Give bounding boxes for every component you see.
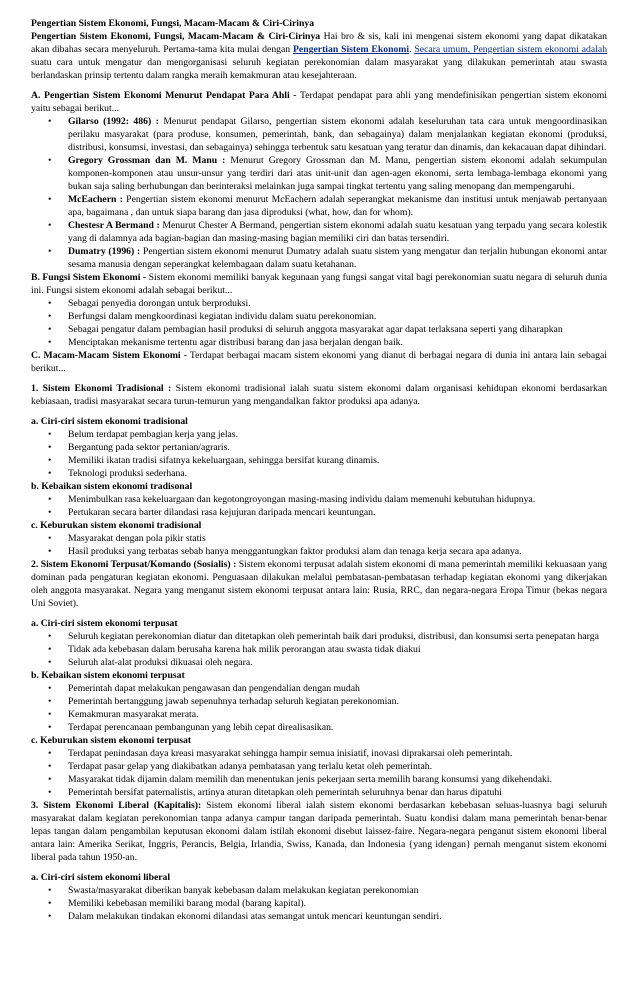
section-b-text: Sistem ekonomi memiliki banyak kegunaan yang fungsi sangat vital bagi perekonomian suatu negara di seluruh dunia ini. Fungsi sistem ekonomi adalah sebagai berikut... bbox=[31, 272, 607, 296]
list-item bbox=[31, 786, 607, 799]
bullet-icon: • bbox=[48, 494, 52, 505]
item-text: Hasil produksi yang terbatas sebab hanya menggantungkan faktor produksi alam dan tenaga kerja secara apa adanya. bbox=[68, 546, 522, 557]
bullet-icon: • bbox=[48, 709, 52, 720]
item-text: Belum terdapat pembagian kerja yang jelas. bbox=[68, 429, 239, 440]
list-item bbox=[31, 747, 607, 760]
bullet-icon: • bbox=[48, 324, 52, 335]
tradisional-ciri-heading: a. Ciri-ciri sistem ekonomi tradisional bbox=[31, 416, 188, 427]
liberal-ciri-list bbox=[31, 884, 607, 923]
page-title: Pengertian Sistem Ekonomi, Fungsi, Macam-Macam & Ciri-Cirinya bbox=[31, 18, 315, 29]
list-item bbox=[31, 245, 607, 271]
bullet-icon: • bbox=[48, 911, 52, 922]
bullet-icon: • bbox=[48, 631, 52, 642]
item-text: Masyarakat tidak dijamin dalam memilih dan menentukan jenis pekerjaan serta memilih barang konsumsi yang dikehendaki. bbox=[68, 774, 552, 785]
item-text: Pemerintah dapat melakukan pengawasan dan pengendalian dengan mudah bbox=[68, 683, 360, 694]
tradisional-kebaikan-heading: b. Kebaikan sistem ekonomi tradisonal bbox=[31, 481, 193, 492]
section-b-list bbox=[31, 297, 607, 349]
list-item bbox=[31, 884, 607, 897]
terpusat-heading: 2. Sistem Ekonomi Terpusat/Komando (Sosialis) : bbox=[31, 559, 237, 570]
terpusat-keburukan-list bbox=[31, 747, 607, 799]
list-item bbox=[31, 656, 607, 669]
list-item bbox=[31, 708, 607, 721]
section-c-heading: C. Macam-Macam Sistem Ekonomi - bbox=[31, 350, 187, 361]
tradisional-keburukan-heading: c. Keburukan sistem ekonomi tradisional bbox=[31, 520, 202, 531]
bullet-icon: • bbox=[48, 644, 52, 655]
list-item bbox=[31, 773, 607, 786]
bullet-icon: • bbox=[48, 429, 52, 440]
bullet-icon: • bbox=[48, 155, 52, 166]
item-text: Seluruh kegiatan perekonomian diatur dan ditetapkan oleh pemerintah baik dari produksi, distribusi, dan konsumsi serta penepatan harga bbox=[68, 631, 599, 642]
tradisional-heading: 1. Sistem Ekonomi Tradisional : bbox=[31, 383, 172, 394]
list-item bbox=[31, 506, 607, 519]
list-item bbox=[31, 545, 607, 558]
bullet-icon: • bbox=[48, 246, 52, 257]
list-item bbox=[31, 467, 607, 480]
list-item bbox=[31, 695, 607, 708]
list-item bbox=[31, 630, 607, 643]
liberal-text: Sistem ekonomi liberal ialah sistem ekonomi berdasarkan kebebasan seluas-luasnya bagi seluruh masyarakat dalam kegiatan perekonomian tanpa adanya campur tangan daripada pemerintah. Suatu kondisi dalam mana pemerintah benar-benar lepas tangan dalam pengambilan keputusan ekonomi dalam istilah ekonomi disebut laissez-faire. Negara-negara penganut sistem ekonomi liberal antara lain: Amerika Serikat, Inggris, Perancis, Belgia, Irlandia, Swiss, Kanada, dan Indonesia {yang idengan} pernah menganut sistem ekonomi liberal pada tahun 1950-an. bbox=[31, 800, 607, 863]
bullet-icon: • bbox=[48, 657, 52, 668]
item-text: Pengertian sistem ekonomi menurut McEachern adalah seperangkat mekanisme dan institusi untuk menjawab pertanyaan apa, bagaimana , dan untuk siapa barang dan jasa diproduksi (what, how, dan for whom). bbox=[68, 194, 608, 218]
item-text: Pemerintah bersifat paternalistis, artinya aturan ditetapkan oleh pemerintah seluruhnya benar dan harus dipatuhi bbox=[68, 787, 502, 798]
item-text: Berfungsi dalam mengkoordinasi kegiatan individu dalam suatu perekonomian. bbox=[68, 311, 377, 322]
item-text: Teknologi produksi sederhana. bbox=[68, 468, 188, 479]
item-text: Seluruh alat-alat produksi dikuasai oleh negara. bbox=[68, 657, 253, 668]
list-item bbox=[31, 441, 607, 454]
item-text: Menurut Chester A Bermand, pengertian sistem ekonomi adalah suatu kesatuan yang terpadu yang secara kolestik yang di dalamnya ada bagian-bagian dan masing-masing bagian memiliki ciri dan batas tersendiri. bbox=[68, 220, 607, 244]
intro-paragraph bbox=[31, 30, 607, 82]
section-a-intro bbox=[31, 89, 607, 115]
liberal-ciri-heading: a. Ciri-ciri sistem ekonomi liberal bbox=[31, 872, 171, 883]
list-item bbox=[31, 721, 607, 734]
bullet-icon: • bbox=[48, 194, 52, 205]
item-text: Pemerintah bertanggung jawab sepenuhnya terhadap seluruh kegiatan perekonomian. bbox=[68, 696, 399, 707]
item-text: Swasta/masyarakat diberikan banyak kebebasan dalam melakukan kegiatan perekonomian bbox=[68, 885, 419, 896]
bullet-icon: • bbox=[48, 298, 52, 309]
item-text: Memiliki kebebasan memiliki barang modal (barang kapital). bbox=[68, 898, 307, 909]
section-a-text: Terdapat pendapat para ahli yang mendefinisikan pengertian sistem ekonomi yaitu sebagai berikut... bbox=[31, 90, 607, 114]
item-text: Menciptakan mekanisme tertentu agar distribusi barang dan jasa berjalan dengan baik. bbox=[68, 337, 403, 348]
liberal-heading: 3. Sistem Ekonomi Liberal (Kapitalis): bbox=[31, 800, 202, 811]
bullet-icon: • bbox=[48, 455, 52, 466]
tradisional-paragraph bbox=[31, 382, 607, 408]
bullet-icon: • bbox=[48, 885, 52, 896]
bullet-icon: • bbox=[48, 722, 52, 733]
item-text: Dalam melakukan tindakan ekonomi dilandasi atas semangat untuk mencari keuntungan sendiri. bbox=[68, 911, 442, 922]
list-item bbox=[31, 115, 607, 154]
list-item bbox=[31, 336, 607, 349]
item-text: Pengertian sistem ekonomi menurut Dumatry adalah suatu sistem yang mengatur dan terjalin hubungan ekonomi antar sesama manusia dengan seperangkat kelembagaan dalam suatu ketahanan. bbox=[68, 246, 607, 270]
bullet-icon: • bbox=[48, 533, 52, 544]
section-a-heading: A. Pengertian Sistem Ekonomi Menurut Pendapat Para Ahli - bbox=[31, 90, 297, 101]
item-text: Sebagai pengatur dalam pembagian hasil produksi di seluruh anggota masyarakat agar dapat terlaksana seperti yang diharapkan bbox=[68, 324, 563, 335]
tradisional-ciri-list bbox=[31, 428, 607, 480]
list-item bbox=[31, 323, 607, 336]
section-a-list bbox=[31, 115, 607, 271]
item-text: Tidak ada kebebasan dalam berusaha karena hak milik perorangan atau swasta tidak diakui bbox=[68, 644, 421, 655]
list-item bbox=[31, 219, 607, 245]
item-text: Menurut Gregory Grossman dan M. Manu, pengertian sistem ekonomi adalah sekumpulan komponen-komponen atau unsur-unsur yang terdiri dari atas unit-unit dan agen-agen ekonomi, serta lembaga-lembaga ekonomi yang bukan saja saling berhubungan dan berinteraksi melainkan juga sampai tingkat tertentu yang saling menopang dan mempengaruhi. bbox=[68, 155, 608, 192]
bullet-icon: • bbox=[48, 787, 52, 798]
list-item bbox=[31, 297, 607, 310]
list-item bbox=[31, 760, 607, 773]
terpusat-ciri-heading: a. Ciri-ciri sistem ekonomi terpusat bbox=[31, 618, 178, 629]
liberal-paragraph bbox=[31, 799, 607, 864]
tradisional-kebaikan-list bbox=[31, 493, 607, 519]
intro-text-3: suatu cara untuk mengatur dan mengorganisasi seluruh kegiatan perekonomian dalam masyarakat yang dilakukan pemerintah atau swasta berlandaskan prinsip tertentu dalam rangka meraih kemakmuran atau kesejahteraan. bbox=[31, 57, 607, 81]
list-item bbox=[31, 910, 607, 923]
list-item bbox=[31, 428, 607, 441]
list-item bbox=[31, 193, 607, 219]
bullet-icon: • bbox=[48, 468, 52, 479]
item-text: Terdapat penindasan daya kreasi masyarakat sehingga hampir semua inisiatif, inovasi diprakarsai oleh pemerintah. bbox=[68, 748, 513, 759]
tradisional-keburukan-list bbox=[31, 532, 607, 558]
item-text: Pertukaran secara barter dilandasi rasa kejujuran daripada mencari keuntungan. bbox=[68, 507, 376, 518]
list-item bbox=[31, 154, 607, 193]
bullet-icon: • bbox=[48, 220, 52, 231]
item-text: Terdapat pasar gelap yang diakibatkan adanya pembatasan yang terlalu ketat oleh pemerintah. bbox=[68, 761, 433, 772]
terpusat-ciri-list bbox=[31, 630, 607, 669]
terpusat-kebaikan-list bbox=[31, 682, 607, 734]
list-item bbox=[31, 897, 607, 910]
item-text: Masyarakat dengan pola pikir statis bbox=[68, 533, 206, 544]
intro-text-1: Hai bro & sis, kali ini mengenai sistem ekonomi yang dapat dikatakan akan dibahas secara menyeluruh. Pertama-tama kita mulai dengan bbox=[31, 31, 607, 55]
item-text: Terdapat perencanaan pembangunan yang lebih cepat direalisasikan. bbox=[68, 722, 334, 733]
item-text: Bergantung pada sektor pertanian/agraris. bbox=[68, 442, 230, 453]
list-item bbox=[31, 493, 607, 506]
bullet-icon: • bbox=[48, 696, 52, 707]
tradisional-text: Sistem ekonomi tradisional ialah suatu sistem ekonomi dalam organisasi kehidupan ekonomi berdasarkan kebiasaan, tradisi masyarakat secara turun-temurun yang mengandalkan faktor produksi apa adanya. bbox=[31, 383, 607, 407]
item-bold: Gregory Grossman dan M. Manu : bbox=[68, 155, 226, 166]
item-bold: Gilarso (1992: 486) : bbox=[68, 116, 159, 127]
bullet-icon: • bbox=[48, 546, 52, 557]
list-item bbox=[31, 454, 607, 467]
intro-link-pengertian[interactable]: Pengertian Sistem Ekonomi bbox=[293, 44, 410, 55]
bullet-icon: • bbox=[48, 683, 52, 694]
bullet-icon: • bbox=[48, 442, 52, 453]
terpusat-paragraph bbox=[31, 558, 607, 610]
item-bold: McEachern : bbox=[68, 194, 123, 205]
document-content bbox=[31, 17, 607, 923]
item-bold: Chestesr A Bermand : bbox=[68, 220, 160, 231]
list-item bbox=[31, 682, 607, 695]
bullet-icon: • bbox=[48, 774, 52, 785]
section-c-text: Terdapat berbagai macam sistem ekonomi yang dianut di berbagai negara di dunia ini antara lain sebagai berikut... bbox=[31, 350, 608, 374]
item-text: Memiliki ikatan tradisi sifatnya kekeluargaan, sehingga bersifat kurang dinamis. bbox=[68, 455, 380, 466]
list-item bbox=[31, 643, 607, 656]
bullet-icon: • bbox=[48, 337, 52, 348]
item-text: Sebagai penyedia dorongan untuk berproduksi. bbox=[68, 298, 251, 309]
section-b-heading: B. Fungsi Sistem Ekonomi - bbox=[31, 272, 147, 283]
list-item bbox=[31, 310, 607, 323]
intro-bold: Pengertian Sistem Ekonomi, Fungsi, Macam-Macam & Ciri-Cirinya bbox=[31, 31, 321, 42]
terpusat-text: Sistem ekonomi terpusat adalah sistem ekonomi di mana pemerintah memiliki kekuasaan yang dominan pada pengaturan kegiatan ekonomi. Penguasaan dilakukan melalui pembatasan-pembatasan terhadap kegiatan ekonomi yang dikerjakan oleh anggota masyarakat. Negara yang menganut sistem ekonomi terpusat antara lain: Rusia, RRC, dan negara-negara Eropa Timur (bekas negara Uni Soviet). bbox=[31, 559, 608, 609]
bullet-icon: • bbox=[48, 116, 52, 127]
intro-text-2: . bbox=[409, 44, 415, 55]
bullet-icon: • bbox=[48, 898, 52, 909]
section-b-intro bbox=[31, 271, 607, 297]
item-text: Menurut pendapat Gilarso, pengertian sistem ekonomi adalah keseluruhan tata cara untuk mengoordinasikan perilaku masyarakat (para produse, konsumen, pemerintah, bank, dan sebagainya) dalam menjalankan kegiatan ekonomi (produksi, distribusi, konsumsi, investasi, dan sebagainya) sehingga terbentuk satu kesatuan yang teratur dan dinamis, dan kekacauan dapat dihindari. bbox=[68, 116, 607, 153]
item-text: Menimbulkan rasa kekeluargaan dan kegotongroyongan masing-masing individu dalam memenuhi kebutuhan hidupnya. bbox=[68, 494, 536, 505]
terpusat-kebaikan-heading: b. Kebaikan sistem ekonomi terpusat bbox=[31, 670, 185, 681]
list-item bbox=[31, 532, 607, 545]
bullet-icon: • bbox=[48, 761, 52, 772]
section-c-intro bbox=[31, 349, 607, 375]
bullet-icon: • bbox=[48, 311, 52, 322]
terpusat-keburukan-heading: c. Keburukan sistem ekonomi terpusat bbox=[31, 735, 192, 746]
bullet-icon: • bbox=[48, 748, 52, 759]
bullet-icon: • bbox=[48, 507, 52, 518]
item-bold: Dumatry (1996) : bbox=[68, 246, 141, 257]
intro-link-secara-umum[interactable]: Secara umum, Pengertian sistem ekonomi adalah bbox=[414, 44, 608, 55]
item-text: Kemakmuran masyarakat merata. bbox=[68, 709, 199, 720]
